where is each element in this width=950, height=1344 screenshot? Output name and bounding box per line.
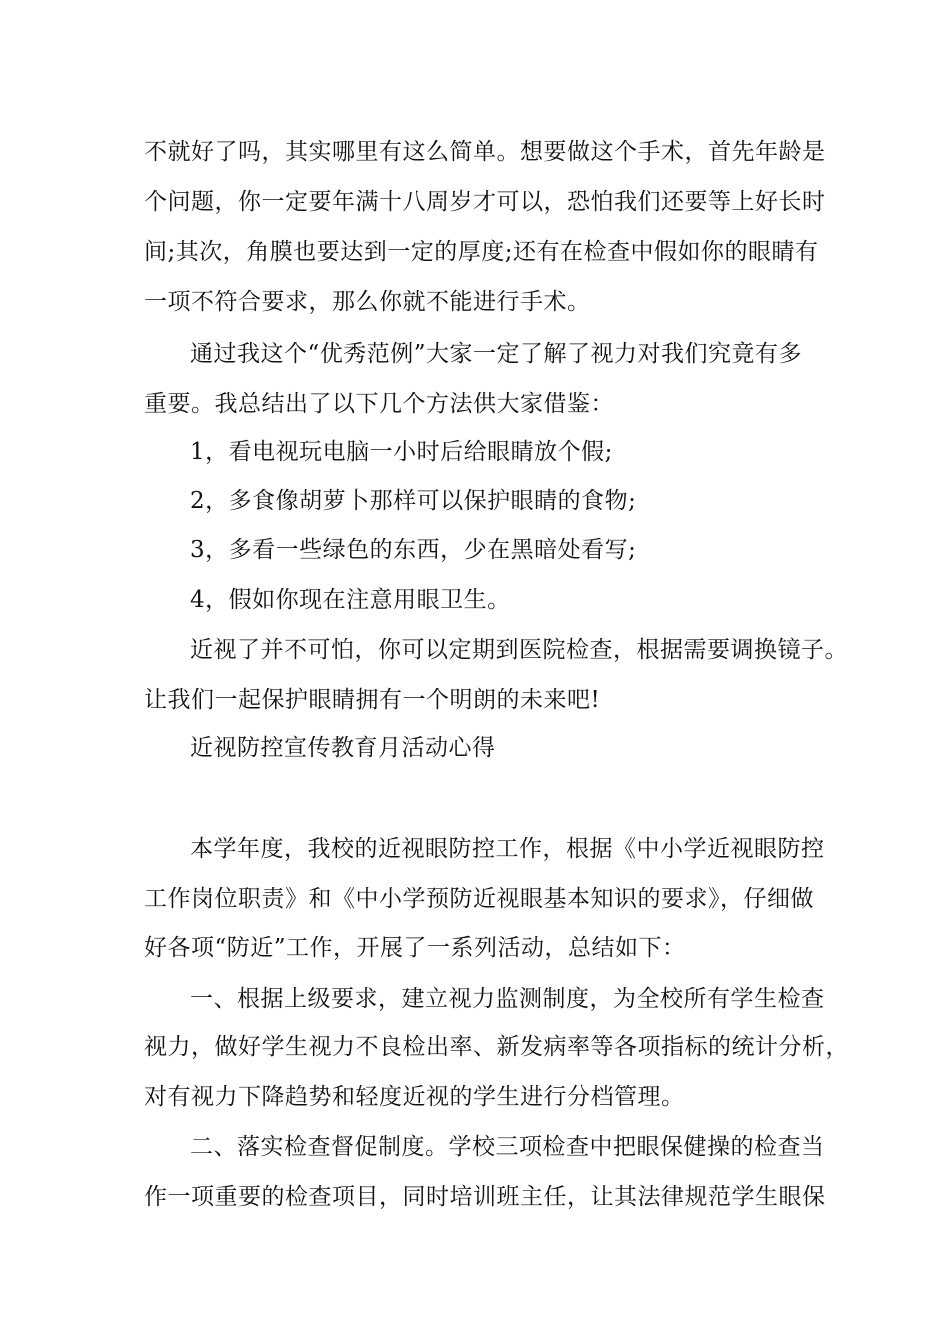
list-item: 3，多看一些绿色的东西，少在黑暗处看写;: [190, 537, 637, 563]
text-line: 对有视力下降趋势和轻度近视的学生进行分档管理。: [144, 1084, 685, 1110]
paragraph-first-line: 二、落实检查督促制度。学校三项检查中把眼保健操的检查当: [190, 1134, 825, 1160]
text-line: 让我们一起保护眼睛拥有一个明朗的未来吧!: [144, 687, 601, 713]
paragraph-first-line: 一、根据上级要求，建立视力监测制度，为全校所有学生检查: [190, 986, 825, 1012]
paragraph-first-line: 通过我这个“优秀范例”大家一定了解了视力对我们究竟有多: [190, 341, 803, 367]
section-title: 近视防控宣传教育月活动心得: [190, 735, 496, 761]
text-line: 重要。我总结出了以下几个方法供大家借鉴：: [144, 391, 614, 417]
paragraph-first-line: 近视了并不可怕，你可以定期到医院检查，根据需要调换镜子。: [190, 637, 848, 663]
paragraph-first-line: 本学年度，我校的近视眼防控工作，根据《中小学近视眼防控: [190, 836, 825, 862]
list-item: 1，看电视玩电脑一小时后给眼睛放个假;: [190, 439, 613, 465]
text-line: 作一项重要的检查项目，同时培训班主任，让其法律规范学生眼保: [144, 1184, 826, 1210]
text-line: 间;其次，角膜也要达到一定的厚度;还有在检查中假如你的眼睛有: [144, 239, 819, 265]
text-line: 个问题，你一定要年满十八周岁才可以，恐怕我们还要等上好长时: [144, 189, 826, 215]
text-line: 好各项“防近”工作，开展了一系列活动，总结如下：: [144, 935, 686, 961]
text-line: 视力，做好学生视力不良检出率、新发病率等各项指标的统计分析，: [144, 1034, 849, 1060]
text-line: 一项不符合要求，那么你就不能进行手术。: [144, 289, 591, 315]
text-line: 不就好了吗，其实哪里有这么简单。想要做这个手术，首先年龄是: [144, 139, 826, 165]
list-item: 4，假如你现在注意用眼卫生。: [190, 587, 511, 613]
text-line: 工作岗位职责》和《中小学预防近视眼基本知识的要求》，仔细做: [144, 886, 814, 912]
list-item: 2，多食像胡萝卜那样可以保护眼睛的食物;: [190, 488, 637, 514]
